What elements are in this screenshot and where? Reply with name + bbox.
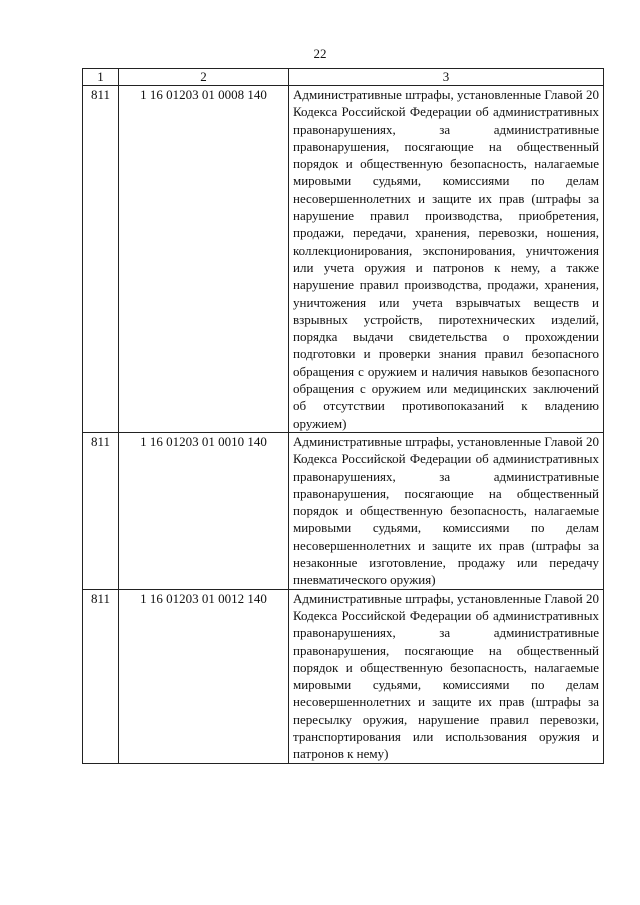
budget-code-table [82,68,604,764]
admin-code-cell: 811 [83,589,119,763]
table-header-row [83,69,604,86]
description-cell: Административные штрафы, установленные Главой 20 Кодекса Российской Федерации об административных правонарушениях, за административные правонарушения, посягающие на общественный порядок и общественную безопасность, налагаемые мировыми судьями, комиссиями по делам несовершеннолетних и защите их прав (штрафы за незаконные изготовление, продажу или передачу пневматического оружия) [289,432,604,589]
admin-code-cell: 811 [83,86,119,433]
table-row [83,432,604,589]
page-number: 22 [313,46,327,61]
kbk-code-cell: 1 16 01203 01 0012 140 [119,589,289,763]
kbk-code-cell: 1 16 01203 01 0010 140 [119,432,289,589]
column-header-1: 1 [83,69,119,86]
table-row [83,86,604,433]
admin-code-cell: 811 [83,432,119,589]
description-cell: Административные штрафы, установленные Главой 20 Кодекса Российской Федерации об административных правонарушениях, за административные правонарушения, посягающие на общественный порядок и общественную безопасность, налагаемые мировыми судьями, комиссиями по делам несовершеннолетних и защите их прав (штрафы за пересылку оружия, нарушение правил перевозки, транспортирования или использования оружия и патронов к нему) [289,589,604,763]
column-header-3: 3 [289,69,604,86]
table-row [83,589,604,763]
column-header-2: 2 [119,69,289,86]
description-cell: Административные штрафы, установленные Главой 20 Кодекса Российской Федерации об административных правонарушениях, за административные правонарушения, посягающие на общественный порядок и общественную безопасность, налагаемые мировыми судьями, комиссиями по делам несовершеннолетних и защите их прав (штрафы за нарушение правил производства, приобретения, продажи, передачи, хранения, перевозки, ношения, коллекционирования, экспонирования, уничтожения или учета оружия и патронов к нему, а также нарушение правил производства, продажи, хранения, уничтожения или учета взрывчатых веществ и взрывных устройств, пиротехнических изделий, порядка выдачи свидетельства о прохождении подготовки и проверки знания правил безопасного обращения с оружием и наличия навыков безопасного обращения с оружием или медицинских заключений об отсутствии противопоказаний к владению оружием) [289,86,604,433]
kbk-code-cell: 1 16 01203 01 0008 140 [119,86,289,433]
